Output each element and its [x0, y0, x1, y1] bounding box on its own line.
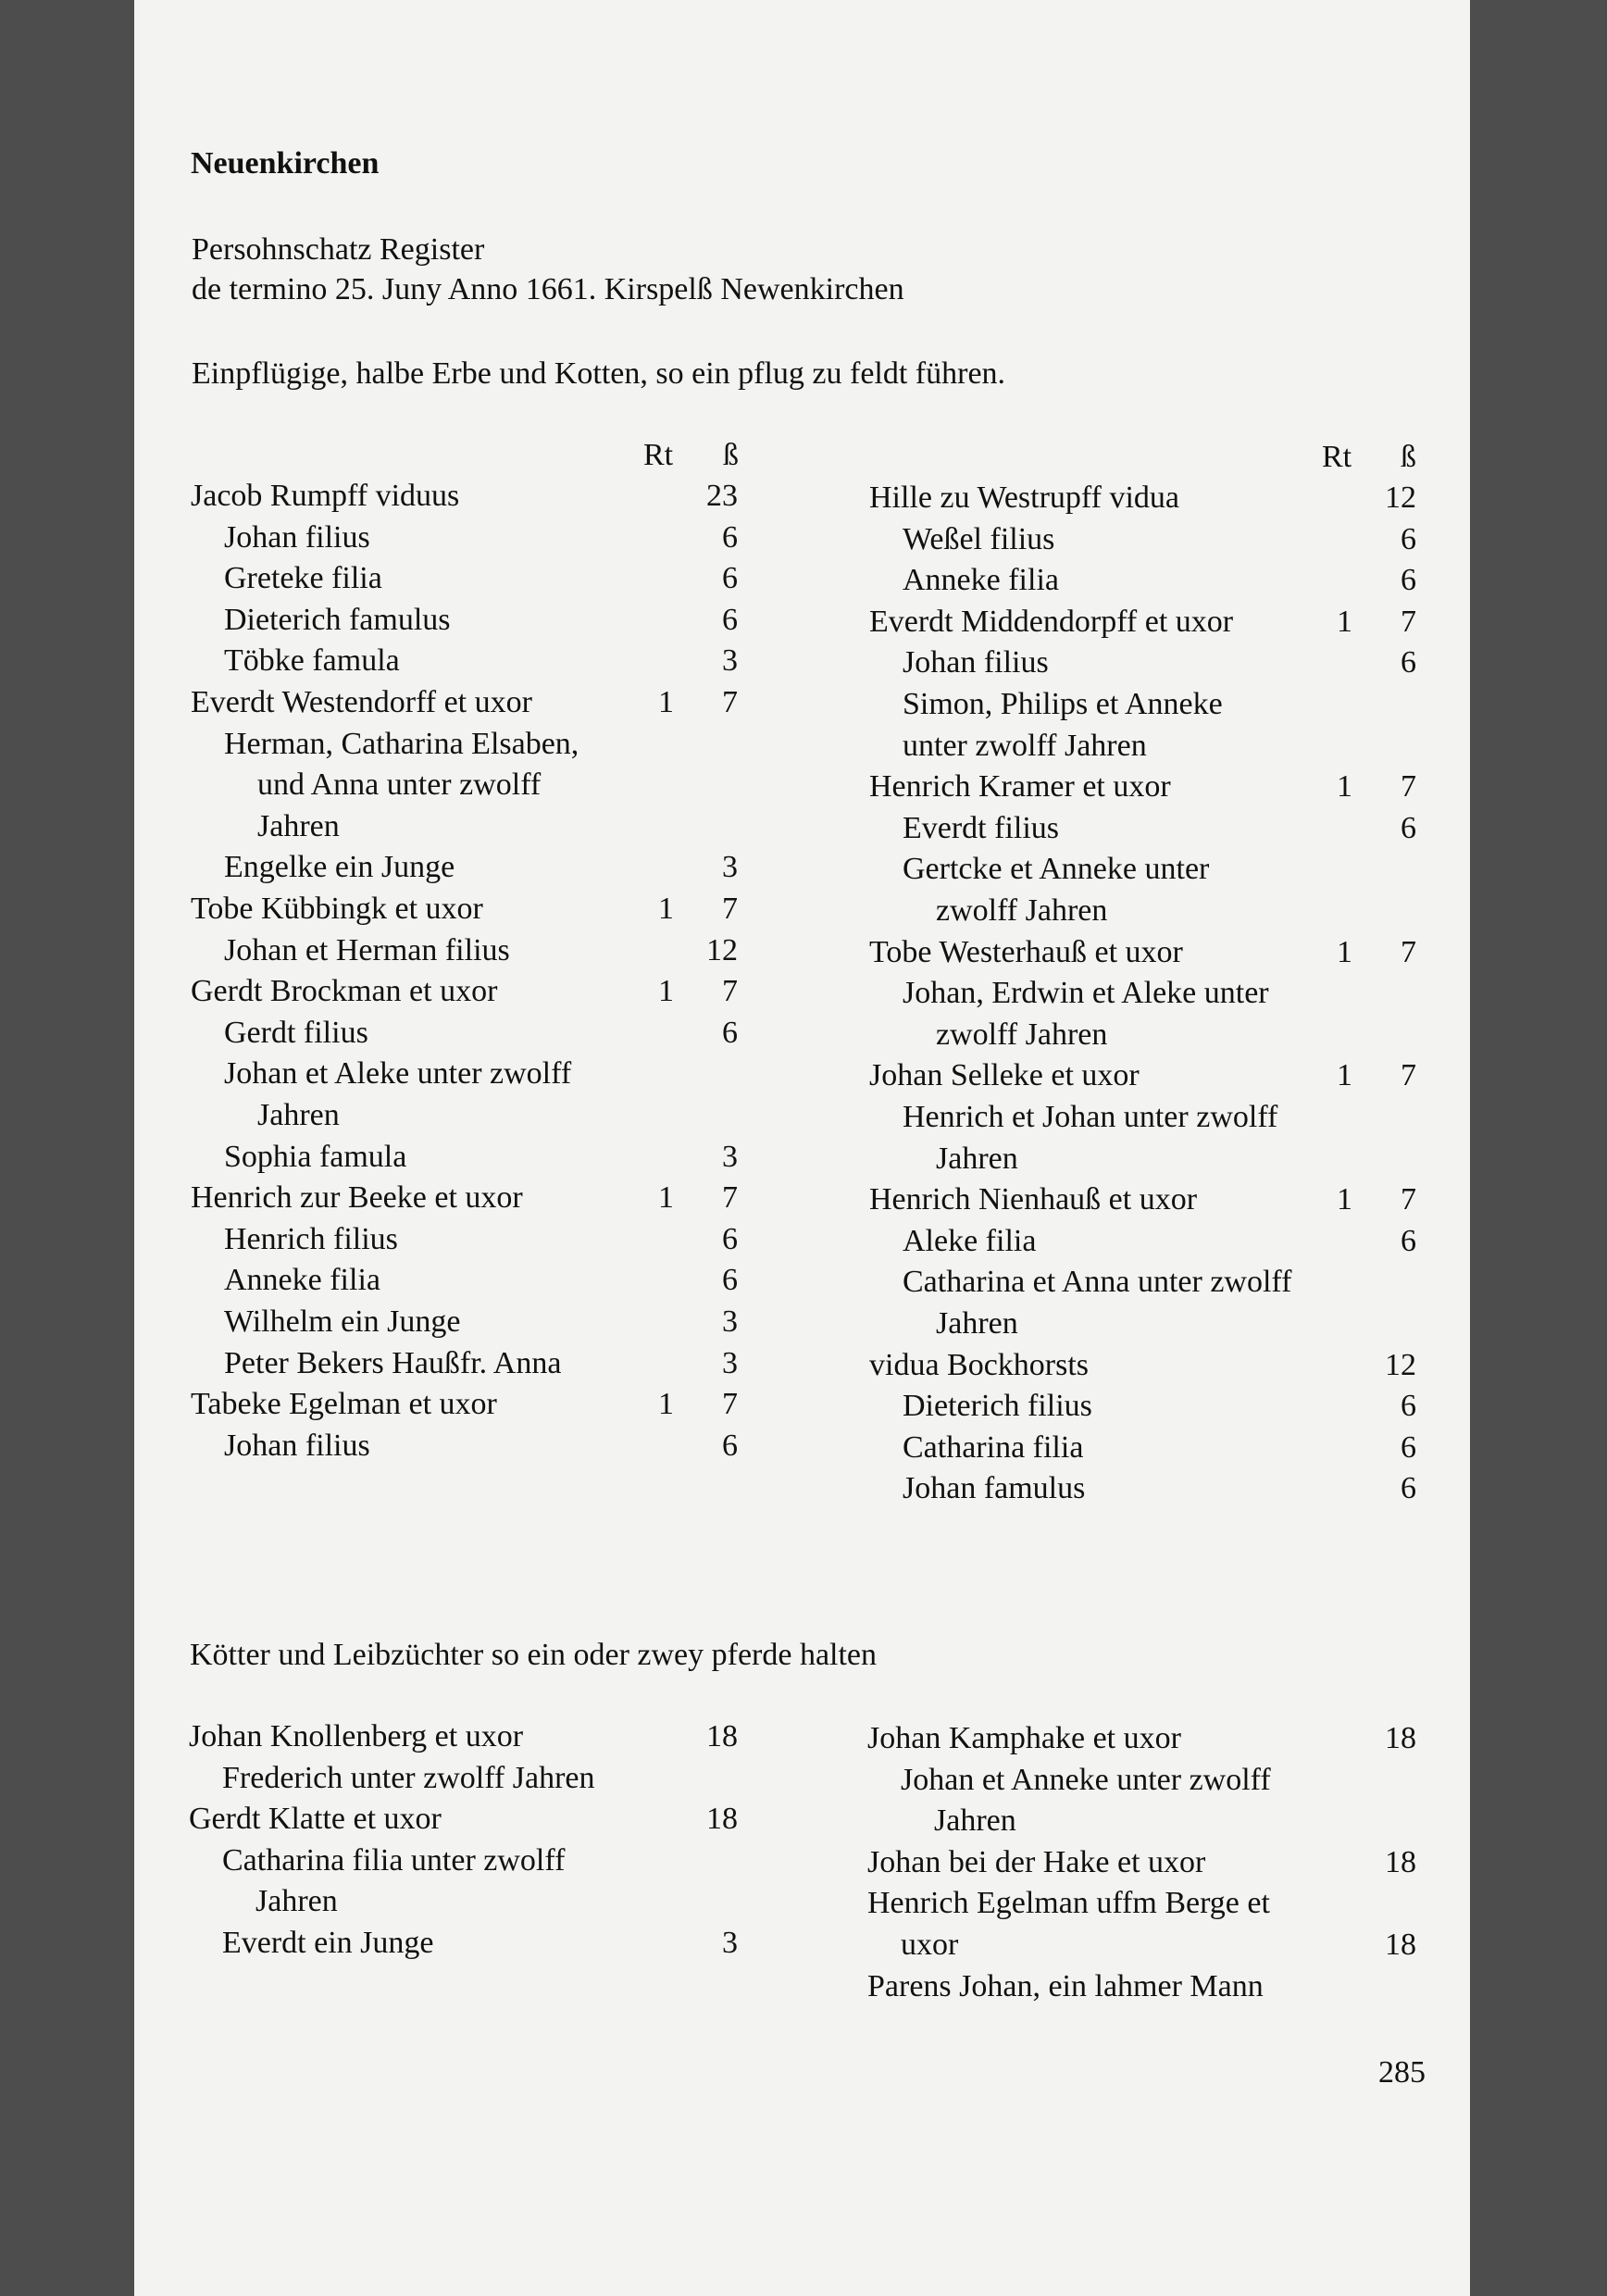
entry-text: Johan bei der Hake et uxor	[867, 1844, 1206, 1879]
entry-text: Johan et Herman filius	[224, 932, 510, 967]
entry-schilling: 7	[1401, 1058, 1416, 1093]
entry-text: vidua Bockhorsts	[869, 1347, 1090, 1382]
entry-text: Everdt Middendorpff et uxor	[869, 604, 1234, 639]
entry-schilling: 6	[722, 1015, 738, 1050]
entry-text: Johan filius	[224, 519, 370, 555]
entry-schilling: 7	[722, 685, 738, 719]
entry-schilling: 6	[1401, 521, 1416, 556]
entry-text: Peter Bekers Haußfr. Anna	[224, 1345, 562, 1380]
entry-schilling: 6	[722, 1263, 738, 1298]
entry-text: uxor	[901, 1928, 959, 1962]
intro-line-1: Persohnschatz Register	[192, 232, 485, 267]
entry-text: zwolff Jahren	[936, 1017, 1108, 1052]
section1-title: Einpflügige, halbe Erbe und Kotten, so ein pflug zu feldt führen.	[192, 356, 1006, 391]
entry-text: Johan Kamphake et uxor	[867, 1721, 1181, 1755]
entry-schilling: 3	[722, 1304, 738, 1339]
entry-text: Jahren	[934, 1803, 1016, 1839]
entry-text: Hille zu Westrupff vidua	[869, 480, 1179, 515]
entry-schilling: 3	[722, 643, 738, 679]
section2-title: Kötter und Leibzüchter so ein oder zwey pferde halten	[190, 1638, 878, 1672]
entry-text: Gerdt Brockman et uxor	[191, 974, 498, 1009]
entry-schilling: 18	[1385, 1721, 1416, 1755]
entry-text: Johan Knollenberg et uxor	[189, 1719, 524, 1753]
entry-schilling: 18	[706, 1719, 738, 1753]
entry-text: zwolff Jahren	[936, 893, 1108, 928]
entry-text: Catharina filia unter zwolff	[222, 1842, 566, 1878]
entry-rt: 1	[1337, 1058, 1352, 1093]
intro-line-2: de termino 25. Juny Anno 1661. Kirspelß Newenkirchen	[192, 272, 904, 306]
entry-schilling: 6	[1401, 1223, 1416, 1258]
left-header-rt: Rt	[643, 438, 674, 472]
entry-text: Gertcke et Anneke unter	[903, 852, 1210, 887]
entry-schilling: 6	[722, 1428, 738, 1463]
entry-text: Jahren	[936, 1306, 1018, 1341]
entry-schilling: 12	[1385, 480, 1416, 515]
entry-text: Jahren	[257, 808, 340, 843]
entry-schilling: 7	[1401, 604, 1416, 639]
entry-text: Parens Johan, ein lahmer Mann	[867, 1968, 1264, 2003]
entry-schilling: 7	[722, 974, 738, 1009]
entry-text: Wilhelm ein Junge	[224, 1304, 461, 1339]
entry-schilling: 18	[706, 1802, 738, 1837]
left-header-ss: ß	[723, 438, 739, 472]
entry-text: Henrich Nienhauß et uxor	[869, 1182, 1198, 1217]
entry-text: Anneke filia	[224, 1263, 380, 1298]
entry-schilling: 6	[1401, 645, 1416, 680]
entry-text: und Anna unter zwolff	[257, 767, 542, 803]
entry-schilling: 3	[722, 1139, 738, 1174]
entry-schilling: 6	[1401, 1429, 1416, 1465]
entry-schilling: 7	[1401, 769, 1416, 805]
entry-schilling: 7	[1401, 1182, 1416, 1217]
entry-text: Everdt Westendorff et uxor	[191, 685, 532, 719]
entry-text: Everdt ein Junge	[222, 1926, 434, 1960]
entry-schilling: 6	[1401, 1471, 1416, 1506]
entry-text: Johan filius	[903, 645, 1049, 680]
entry-text: Gerdt Klatte et uxor	[189, 1802, 442, 1837]
entry-text: Johan Selleke et uxor	[869, 1058, 1140, 1093]
entry-schilling: 6	[1401, 1389, 1416, 1424]
entry-text: Catharina et Anna unter zwolff	[903, 1265, 1292, 1300]
entry-text: Dieterich filius	[903, 1389, 1092, 1424]
entry-schilling: 6	[722, 519, 738, 555]
entry-schilling: 6	[722, 602, 738, 637]
entry-text: Jahren	[255, 1884, 338, 1919]
entry-text: Tabeke Egelman et uxor	[191, 1387, 497, 1422]
entry-text: Henrich Kramer et uxor	[869, 769, 1171, 805]
entry-text: unter zwolff Jahren	[903, 728, 1147, 763]
entry-schilling: 3	[722, 850, 738, 885]
entry-schilling: 6	[1401, 563, 1416, 598]
entry-text: Jacob Rumpff viduus	[191, 479, 460, 513]
entry-schilling: 7	[722, 1387, 738, 1422]
entry-text: Simon, Philips et Anneke	[903, 687, 1223, 721]
entry-schilling: 7	[722, 1180, 738, 1216]
entry-text: Sophia famula	[224, 1139, 407, 1174]
entry-text: Aleke filia	[903, 1223, 1037, 1258]
entry-rt: 1	[658, 1387, 674, 1422]
right-header-ss: ß	[1401, 440, 1416, 474]
entry-text: Henrich et Johan unter zwolff	[903, 1100, 1278, 1134]
entry-text: Henrich filius	[224, 1221, 398, 1256]
entry-text: Everdt filius	[903, 810, 1060, 845]
entry-rt: 1	[1337, 934, 1352, 969]
entry-rt: 1	[658, 974, 674, 1009]
entry-schilling: 6	[722, 561, 738, 596]
entry-schilling: 3	[722, 1926, 738, 1960]
page-number: 285	[1378, 2055, 1426, 2090]
entry-text: Catharina filia	[903, 1429, 1084, 1465]
entry-text: Henrich zur Beeke et uxor	[191, 1180, 523, 1216]
entry-text: Tobe Kübbingk et uxor	[191, 892, 483, 926]
entry-text: Johan filius	[224, 1428, 370, 1463]
entry-text: Jahren	[257, 1098, 340, 1132]
entry-rt: 1	[1337, 604, 1352, 639]
entry-rt: 1	[658, 1180, 674, 1216]
entry-schilling: 6	[722, 1221, 738, 1256]
entry-text: Tobe Westerhauß et uxor	[869, 934, 1183, 969]
entry-text: Johan et Aleke unter zwolff	[224, 1056, 572, 1092]
entry-rt: 1	[1337, 769, 1352, 805]
entry-schilling: 12	[1385, 1347, 1416, 1382]
right-header-rt: Rt	[1322, 440, 1352, 474]
entry-schilling: 6	[1401, 810, 1416, 845]
entry-schilling: 12	[706, 932, 738, 967]
entry-text: Anneke filia	[903, 563, 1059, 598]
entry-schilling: 23	[706, 479, 738, 513]
entry-text: Engelke ein Junge	[224, 850, 455, 885]
entry-text: Henrich Egelman uffm Berge et	[867, 1886, 1270, 1921]
entry-rt: 1	[658, 892, 674, 926]
entry-schilling: 7	[722, 892, 738, 926]
entry-rt: 1	[1337, 1182, 1352, 1217]
entry-schilling: 18	[1385, 1928, 1416, 1962]
entry-text: Gerdt filius	[224, 1015, 368, 1050]
entry-text: Johan, Erdwin et Aleke unter	[903, 976, 1269, 1011]
entry-schilling: 3	[722, 1345, 738, 1380]
entry-text: Weßel filius	[903, 521, 1055, 556]
entry-schilling: 18	[1385, 1844, 1416, 1879]
entry-text: Johan famulus	[903, 1471, 1086, 1506]
entry-text: Dieterich famulus	[224, 602, 451, 637]
entry-text: Töbke famula	[224, 643, 400, 679]
page-heading: Neuenkirchen	[191, 146, 380, 181]
document-page	[134, 0, 1470, 2296]
entry-rt: 1	[658, 685, 674, 719]
entry-text: Frederich unter zwolff Jahren	[222, 1760, 595, 1795]
entry-text: Herman, Catharina Elsaben,	[224, 726, 579, 761]
entry-text: Johan et Anneke unter zwolff	[901, 1762, 1271, 1797]
entry-schilling: 7	[1401, 934, 1416, 969]
entry-text: Greteke filia	[224, 561, 382, 596]
entry-text: Jahren	[936, 1141, 1018, 1176]
